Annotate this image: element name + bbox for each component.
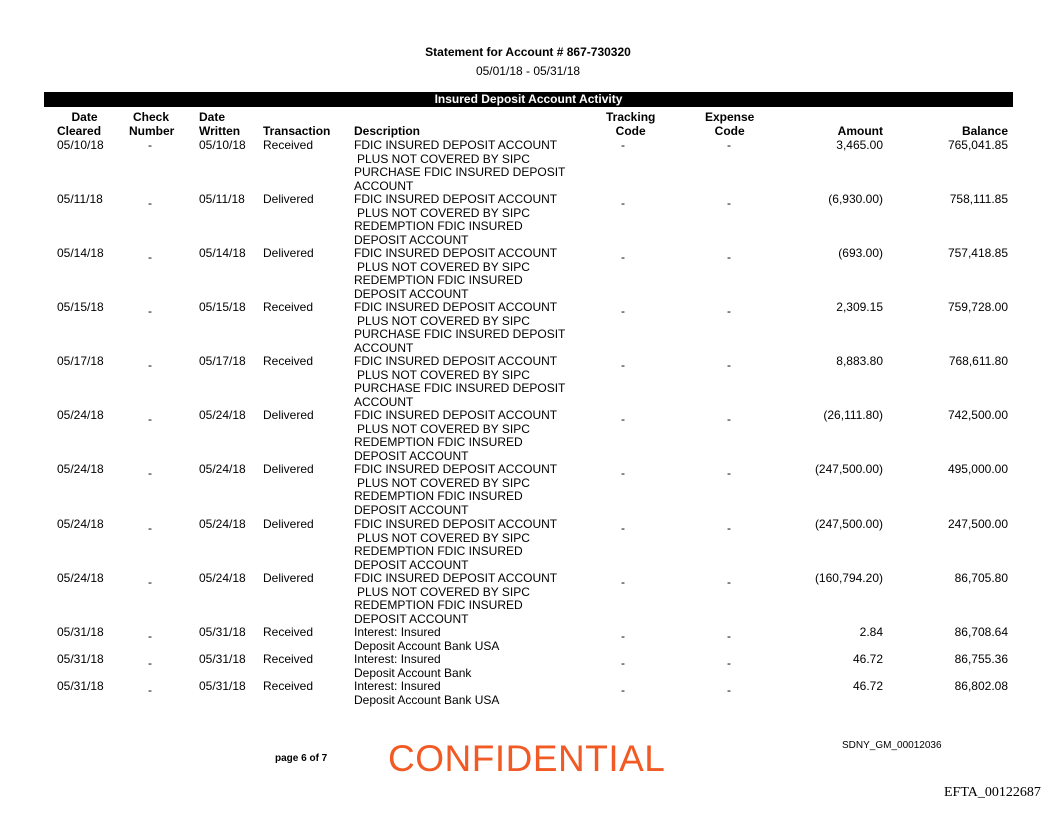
expense-code-cell: - (727, 656, 731, 670)
amount-cell: (247,500.00) (814, 517, 883, 531)
date-written-cell: 05/14/18 (199, 246, 246, 260)
transaction-cell: Received (263, 300, 314, 314)
transaction-cell: Delivered (263, 408, 314, 422)
amount-cell: 46.72 (852, 652, 883, 666)
amount-cell: (6,930.00) (828, 192, 883, 206)
description-line: PLUS NOT COVERED BY SIPC (357, 259, 530, 274)
transaction-cell: Received (263, 679, 314, 693)
section-header-bar: Insured Deposit Account Activity (44, 92, 1013, 107)
date-written-cell: 05/24/18 (199, 571, 246, 585)
description-line: DEPOSIT ACCOUNT (354, 232, 469, 247)
amount-cell: (247,500.00) (814, 462, 883, 476)
description-line: ACCOUNT (354, 394, 414, 409)
description-line: Interest: Insured (354, 679, 441, 693)
description-line: FDIC INSURED DEPOSIT ACCOUNT (354, 517, 558, 531)
balance-cell: 86,755.36 (954, 652, 1008, 666)
check-number-cell: - (148, 575, 152, 589)
description-line: REDEMPTION FDIC INSURED (354, 598, 523, 612)
date-cleared-cell: 05/15/18 (57, 300, 104, 314)
column-header-check-number-line1: Check (133, 110, 170, 124)
transaction-cell: Received (263, 354, 314, 368)
tracking-code-cell: - (621, 521, 625, 535)
description-line: PURCHASE FDIC INSURED DEPOSIT (354, 381, 566, 395)
amount-cell: 46.72 (852, 679, 883, 693)
description-line: PLUS NOT COVERED BY SIPC (357, 205, 530, 220)
date-cleared-cell: 05/17/18 (57, 354, 104, 368)
description-line: FDIC INSURED DEPOSIT ACCOUNT (354, 571, 558, 585)
expense-code-cell: - (727, 683, 731, 697)
date-written-cell: 05/31/18 (199, 679, 246, 693)
check-number-cell: - (148, 466, 152, 480)
date-written-cell: 05/31/18 (199, 625, 246, 639)
date-written-cell: 05/24/18 (199, 408, 246, 422)
description-line: REDEMPTION FDIC INSURED (354, 544, 523, 558)
balance-cell: 758,111.85 (949, 192, 1008, 206)
description-line: DEPOSIT ACCOUNT (354, 448, 469, 463)
tracking-code-cell: - (621, 575, 625, 589)
description-line: ACCOUNT (354, 340, 414, 355)
check-number-cell: - (148, 521, 152, 535)
date-cleared-cell: 05/31/18 (57, 679, 104, 693)
expense-code-cell: - (727, 575, 731, 589)
page-number: page 6 of 7 (275, 753, 328, 764)
check-number-cell: - (148, 683, 152, 697)
balance-cell: 86,802.08 (954, 679, 1008, 693)
date-written-cell: 05/24/18 (199, 517, 246, 531)
description-cell (354, 653, 471, 680)
description-line: FDIC INSURED DEPOSIT ACCOUNT (354, 192, 558, 206)
column-header-date-written-line2: Written (199, 124, 241, 138)
expense-code-cell: - (727, 196, 731, 210)
confidential-stamp: CONFIDENTIAL (388, 738, 666, 779)
check-number-cell: - (148, 196, 152, 210)
transaction-cell: Delivered (263, 462, 314, 476)
transaction-cell: Received (263, 625, 314, 639)
expense-code-cell: - (727, 138, 731, 152)
transaction-cell: Delivered (263, 246, 314, 260)
efta-number: EFTA_00122687 (944, 785, 1041, 800)
tracking-code-cell: - (621, 358, 625, 372)
transaction-cell: Received (263, 652, 314, 666)
description-line: Interest: Insured (354, 625, 441, 639)
description-line: PLUS NOT COVERED BY SIPC (357, 151, 530, 166)
column-header-tracking-code-line2: Code (615, 124, 646, 138)
description-line: ACCOUNT (354, 178, 414, 193)
check-number-cell: - (148, 250, 152, 264)
description-line: PLUS NOT COVERED BY SIPC (357, 584, 530, 599)
date-written-cell: 05/31/18 (199, 652, 246, 666)
description-line: Deposit Account Bank USA (354, 638, 500, 653)
balance-cell: 247,500.00 (947, 517, 1008, 531)
description-line: PLUS NOT COVERED BY SIPC (357, 367, 530, 382)
description-line: REDEMPTION FDIC INSURED (354, 219, 523, 233)
check-number-cell: - (148, 412, 152, 426)
date-cleared-cell: 05/24/18 (57, 462, 104, 476)
date-cleared-cell: 05/24/18 (57, 517, 104, 531)
date-cleared-cell: 05/31/18 (57, 625, 104, 639)
amount-cell: 2.84 (859, 625, 883, 639)
column-header-date-cleared-line1: Date (71, 110, 98, 124)
expense-code-cell: - (727, 358, 731, 372)
tracking-code-cell: - (621, 683, 625, 697)
expense-code-cell: - (727, 629, 731, 643)
date-cleared-cell: 05/10/18 (57, 138, 104, 152)
statement-title: Statement for Account # 867-730320 (425, 45, 631, 59)
date-written-cell: 05/17/18 (199, 354, 246, 368)
date-written-cell: 05/15/18 (199, 300, 246, 314)
transaction-cell: Delivered (263, 517, 314, 531)
description-line: PURCHASE FDIC INSURED DEPOSIT (354, 327, 566, 341)
description-cell (354, 409, 557, 463)
description-line: PURCHASE FDIC INSURED DEPOSIT (354, 165, 566, 179)
description-line: PLUS NOT COVERED BY SIPC (357, 421, 530, 436)
column-header-transaction: Transaction (263, 124, 331, 138)
date-written-cell: 05/10/18 (199, 138, 246, 152)
expense-code-cell: - (727, 304, 731, 318)
tracking-code-cell: - (621, 138, 625, 152)
column-header-description: Description (354, 124, 421, 138)
amount-cell: (26,111.80) (823, 408, 883, 422)
description-cell (354, 680, 499, 707)
column-header-date-cleared-line2: Cleared (57, 124, 102, 138)
balance-cell: 765,041.85 (947, 138, 1008, 152)
column-header-check-number (129, 110, 174, 138)
date-cleared-cell: 05/14/18 (57, 246, 104, 260)
transaction-cell: Received (263, 138, 314, 152)
column-header-expense-code-line1: Expense (705, 110, 755, 124)
description-line: REDEMPTION FDIC INSURED (354, 435, 523, 449)
column-header-check-number-line2: Number (129, 124, 175, 138)
description-line: FDIC INSURED DEPOSIT ACCOUNT (354, 408, 558, 422)
description-line: Deposit Account Bank (354, 665, 472, 680)
date-cleared-cell: 05/31/18 (57, 652, 104, 666)
amount-cell: 2,309.15 (836, 300, 883, 314)
description-line: DEPOSIT ACCOUNT (354, 611, 469, 626)
balance-cell: 742,500.00 (947, 408, 1008, 422)
balance-cell: 495,000.00 (947, 462, 1008, 476)
description-line: FDIC INSURED DEPOSIT ACCOUNT (354, 246, 558, 260)
date-cleared-cell: 05/11/18 (57, 192, 103, 206)
description-cell (354, 139, 565, 193)
tracking-code-cell: - (621, 629, 625, 643)
column-header-balance: Balance (961, 124, 1008, 138)
balance-cell: 86,705.80 (954, 571, 1008, 585)
description-cell (354, 301, 565, 355)
description-line: FDIC INSURED DEPOSIT ACCOUNT (354, 354, 558, 368)
column-header-date-written-line1: Date (199, 110, 226, 124)
description-line: FDIC INSURED DEPOSIT ACCOUNT (354, 138, 558, 152)
balance-cell: 86,708.64 (954, 625, 1008, 639)
description-line: REDEMPTION FDIC INSURED (354, 489, 523, 503)
amount-cell: 3,465.00 (836, 138, 883, 152)
column-header-date-cleared (57, 110, 102, 138)
date-cleared-cell: 05/24/18 (57, 571, 104, 585)
column-header-amount: Amount (837, 124, 883, 138)
description-cell (354, 463, 557, 517)
tracking-code-cell: - (621, 304, 625, 318)
check-number-cell: - (148, 358, 152, 372)
description-cell (354, 626, 499, 653)
balance-cell: 759,728.00 (947, 300, 1008, 314)
description-line: DEPOSIT ACCOUNT (354, 502, 469, 517)
check-number-cell: - (148, 138, 152, 152)
description-line: PLUS NOT COVERED BY SIPC (357, 475, 530, 490)
date-written-cell: 05/11/18 (199, 192, 245, 206)
date-cleared-cell: 05/24/18 (57, 408, 104, 422)
description-line: FDIC INSURED DEPOSIT ACCOUNT (354, 300, 558, 314)
bates-number: SDNY_GM_00012036 (842, 740, 942, 751)
amount-cell: (693.00) (838, 246, 883, 260)
balance-cell: 757,418.85 (947, 246, 1008, 260)
amount-cell: (160,794.20) (814, 571, 883, 585)
column-header-expense-code (705, 110, 754, 138)
transaction-cell: Delivered (263, 571, 314, 585)
date-written-cell: 05/24/18 (199, 462, 246, 476)
description-line: DEPOSIT ACCOUNT (354, 557, 469, 572)
description-line: FDIC INSURED DEPOSIT ACCOUNT (354, 462, 558, 476)
description-line: PLUS NOT COVERED BY SIPC (357, 530, 530, 545)
expense-code-cell: - (727, 466, 731, 480)
description-line: Interest: Insured (354, 652, 441, 666)
description-cell (354, 355, 565, 409)
expense-code-cell: - (727, 521, 731, 535)
amount-cell: 8,883.80 (836, 354, 883, 368)
column-header-tracking-code-line1: Tracking (606, 110, 656, 124)
description-line: DEPOSIT ACCOUNT (354, 286, 469, 301)
expense-code-cell: - (727, 250, 731, 264)
column-header-tracking-code (606, 110, 655, 138)
tracking-code-cell: - (621, 656, 625, 670)
transaction-cell: Delivered (263, 192, 314, 206)
description-cell (354, 193, 557, 247)
statement-period: 05/01/18 - 05/31/18 (475, 64, 581, 78)
description-cell (354, 247, 557, 301)
tracking-code-cell: - (621, 196, 625, 210)
tracking-code-cell: - (621, 412, 625, 426)
check-number-cell: - (148, 656, 152, 670)
tracking-code-cell: - (621, 466, 625, 480)
balance-cell: 768,611.80 (948, 354, 1008, 368)
check-number-cell: - (148, 629, 152, 643)
description-line: PLUS NOT COVERED BY SIPC (357, 313, 530, 328)
column-header-date-written (199, 110, 240, 138)
description-cell (354, 518, 557, 572)
description-line: Deposit Account Bank USA (354, 692, 500, 707)
description-cell (354, 572, 557, 626)
column-header-expense-code-line2: Code (714, 124, 745, 138)
tracking-code-cell: - (621, 250, 625, 264)
expense-code-cell: - (727, 412, 731, 426)
check-number-cell: - (148, 304, 152, 318)
description-line: REDEMPTION FDIC INSURED (354, 273, 523, 287)
